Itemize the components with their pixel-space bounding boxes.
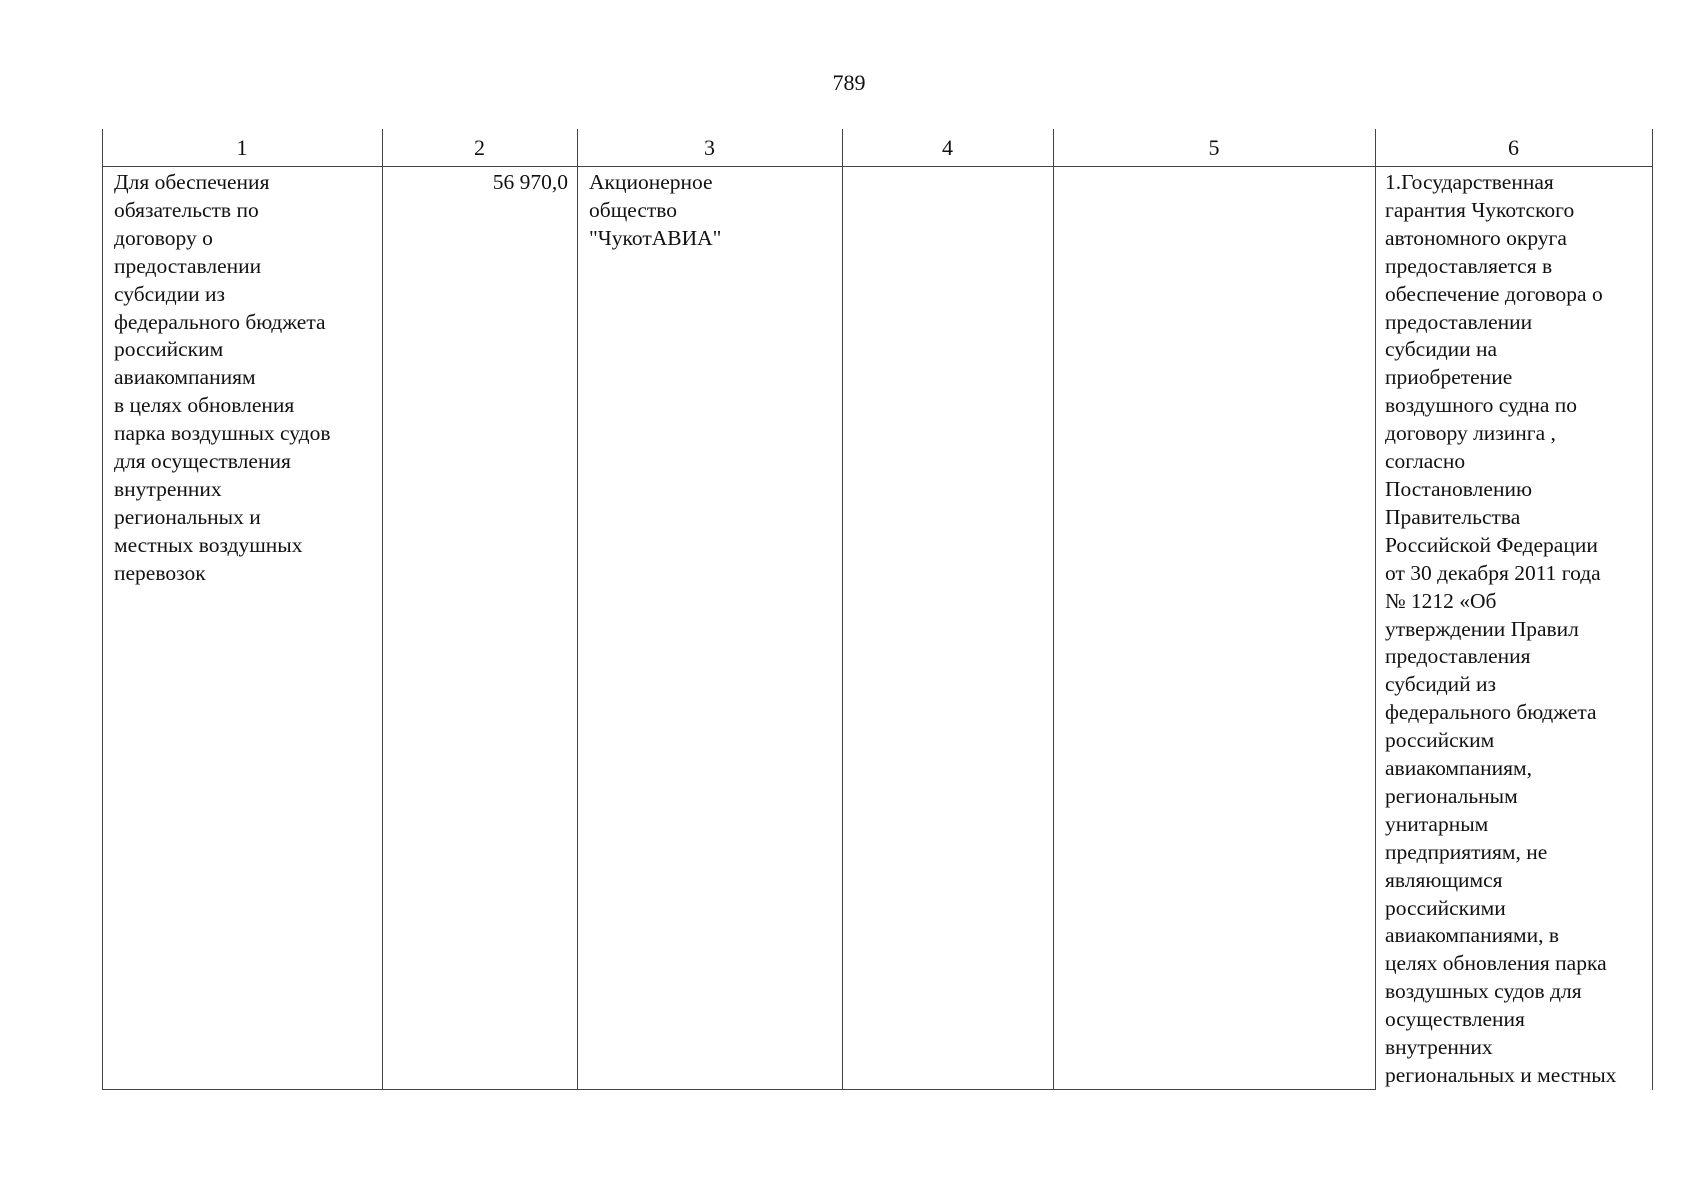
cell-purpose: Для обеспечения обязательств по договору о предоставлении субсидии из федерального бюджета российским авиакомпаниям в целях обновления парка воздушных судов для осуществления внутренних региональных и местных воздушных перевозок: [114, 170, 331, 585]
header-cell-col4: 4: [942, 135, 953, 160]
table-column-divider: [842, 129, 843, 1090]
cell-principal: Акционерное общество "ЧукотАВИА": [589, 170, 722, 250]
table-column-divider: [1375, 129, 1376, 1090]
table-column-divider: [382, 129, 383, 1090]
header-divider: [102, 166, 1653, 167]
table-column-divider: [577, 129, 578, 1090]
header-cell-col3: 3: [704, 135, 715, 160]
table-column-divider: [1053, 129, 1054, 1090]
header-cell-col5: 5: [1208, 135, 1220, 160]
table-border-left: [102, 129, 103, 1090]
header-cell-col2: 2: [474, 135, 485, 160]
table-border-bottom: [102, 1089, 1375, 1090]
header-cell-col1: 1: [236, 135, 248, 160]
cell-amount: 56 970,0: [492, 170, 568, 194]
cell-conditions: 1.Государственная гарантия Чукотского автономного округа предоставляется в обеспечение договора о предоставлении субсидии на приобретение воздушного судна по договору лизинга , согласно Постановлению Правительства Российской Федерации от 30 декабря 2011 года № 1212 «Об утверждении Правил предоставления субсидий из федерального бюджета российским авиакомпаниям, региональным унитарным предприятиям, не являющимся российскими авиакомпаниями, в целях обновления парка воздушных судов для осуществления внутренних региональных и местных: [1385, 170, 1617, 1087]
table-border-right: [1652, 129, 1653, 1090]
guarantee-table: [102, 129, 1653, 1090]
page-number: 789: [832, 70, 866, 95]
header-cell-col6: 6: [1508, 135, 1519, 160]
